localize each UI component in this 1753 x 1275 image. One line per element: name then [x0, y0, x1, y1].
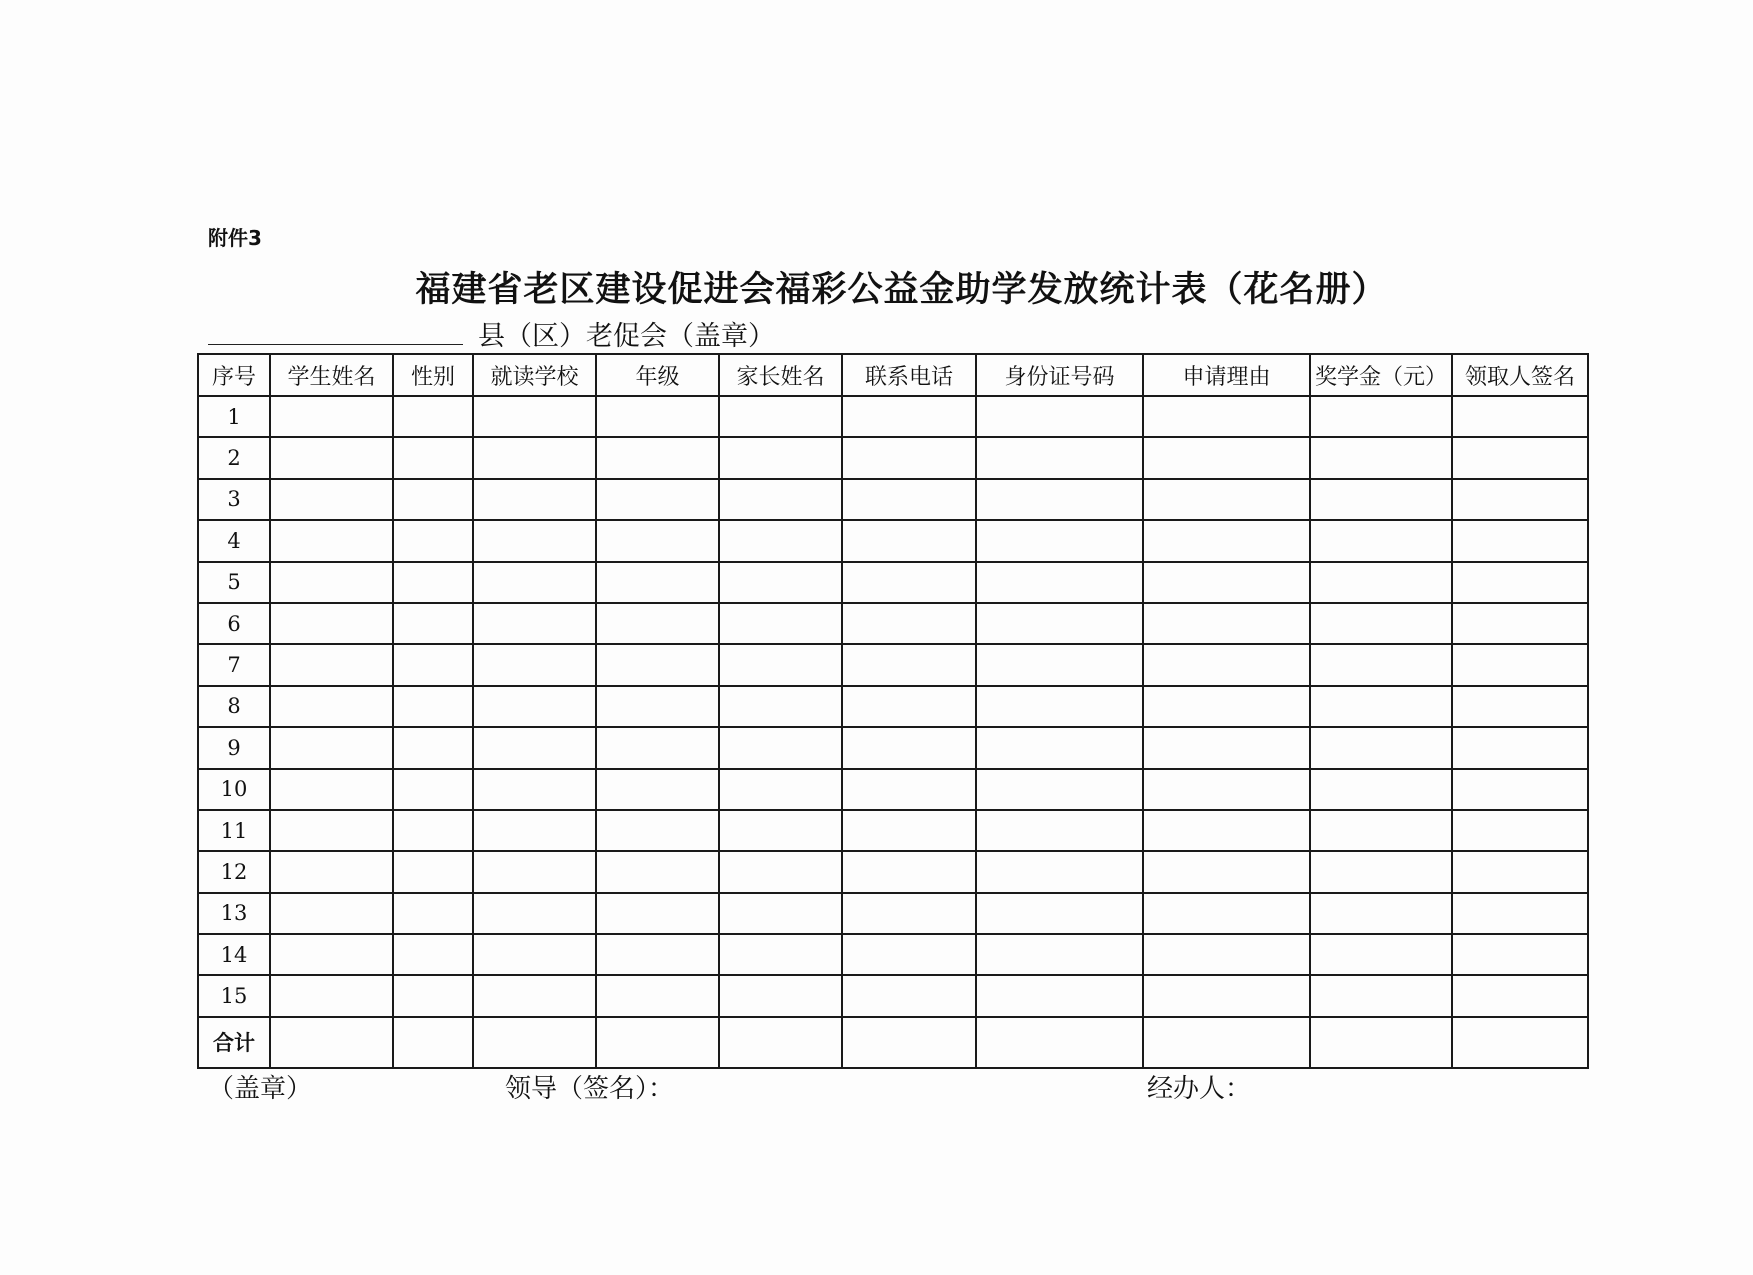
table-cell[interactable] [596, 686, 719, 727]
table-cell[interactable] [842, 1017, 976, 1068]
table-cell[interactable] [976, 934, 1143, 975]
table-cell[interactable] [1310, 562, 1452, 603]
table-row [198, 975, 1588, 1016]
table-cell[interactable] [976, 437, 1143, 478]
row-index: 9 [198, 727, 270, 768]
table-cell[interactable] [1452, 686, 1588, 727]
table-cell[interactable] [719, 686, 842, 727]
table-cell[interactable] [473, 1017, 596, 1068]
table-row [198, 562, 1588, 603]
table-cell[interactable] [842, 893, 976, 934]
row-index: 14 [198, 934, 270, 975]
table-cell[interactable] [473, 810, 596, 851]
table-cell[interactable] [473, 562, 596, 603]
table-cell[interactable] [393, 603, 473, 644]
table-cell[interactable] [473, 437, 596, 478]
table-cell[interactable] [1452, 769, 1588, 810]
table-cell[interactable] [473, 479, 596, 520]
table-cell[interactable] [270, 934, 393, 975]
table-cell[interactable] [1310, 479, 1452, 520]
footer-leader-signature: 领导（签名）： [505, 1074, 675, 1104]
table-row [198, 603, 1588, 644]
table-cell[interactable] [1310, 396, 1452, 437]
table-cell[interactable] [1143, 810, 1310, 851]
table-cell[interactable] [1310, 686, 1452, 727]
table-row [198, 769, 1588, 810]
table-cell[interactable] [976, 520, 1143, 561]
table-cell[interactable] [1143, 975, 1310, 1016]
table-cell[interactable] [719, 520, 842, 561]
table-cell[interactable] [976, 562, 1143, 603]
header-phone: 联系电话 [842, 354, 976, 396]
table-cell[interactable] [596, 562, 719, 603]
header-scholarship: 奖学金（元） [1310, 354, 1452, 396]
table-cell[interactable] [270, 437, 393, 478]
table-cell[interactable] [1310, 1017, 1452, 1068]
table-cell[interactable] [1310, 520, 1452, 561]
total-label: 合计 [198, 1017, 270, 1068]
header-id-number: 身份证号码 [976, 354, 1143, 396]
table-cell[interactable] [842, 934, 976, 975]
table-cell[interactable] [393, 562, 473, 603]
table-cell[interactable] [1452, 851, 1588, 892]
table-cell[interactable] [842, 644, 976, 685]
table-cell[interactable] [1452, 1017, 1588, 1068]
table-cell[interactable] [1310, 437, 1452, 478]
table-cell[interactable] [1143, 437, 1310, 478]
table-cell[interactable] [393, 975, 473, 1016]
table-cell[interactable] [596, 479, 719, 520]
table-row [198, 810, 1588, 851]
table-cell[interactable] [842, 562, 976, 603]
table-cell[interactable] [1143, 851, 1310, 892]
header-reason: 申请理由 [1143, 354, 1310, 396]
table-cell[interactable] [976, 727, 1143, 768]
table-cell[interactable] [842, 520, 976, 561]
attachment-label: 附件3 [208, 226, 262, 250]
table-cell[interactable] [473, 975, 596, 1016]
table-cell[interactable] [1143, 479, 1310, 520]
table-cell[interactable] [976, 396, 1143, 437]
table-cell[interactable] [719, 934, 842, 975]
row-index: 11 [198, 810, 270, 851]
table-total-row [198, 1017, 1588, 1068]
table-cell[interactable] [976, 975, 1143, 1016]
table-cell[interactable] [270, 396, 393, 437]
table-cell[interactable] [1143, 1017, 1310, 1068]
table-cell[interactable] [842, 437, 976, 478]
table-cell[interactable] [270, 769, 393, 810]
table-cell[interactable] [596, 851, 719, 892]
table-cell[interactable] [976, 644, 1143, 685]
table-cell[interactable] [976, 686, 1143, 727]
table-cell[interactable] [1143, 396, 1310, 437]
table-row [198, 686, 1588, 727]
table-cell[interactable] [976, 479, 1143, 520]
table-cell[interactable] [393, 437, 473, 478]
table-header-row [198, 354, 1588, 396]
table-cell[interactable] [1452, 810, 1588, 851]
table-cell[interactable] [270, 893, 393, 934]
table-cell[interactable] [393, 727, 473, 768]
table-cell[interactable] [1452, 603, 1588, 644]
table-cell[interactable] [1143, 603, 1310, 644]
table-row [198, 437, 1588, 478]
row-index: 5 [198, 562, 270, 603]
table-cell[interactable] [473, 769, 596, 810]
table-cell[interactable] [976, 893, 1143, 934]
row-index: 1 [198, 396, 270, 437]
table-cell[interactable] [473, 603, 596, 644]
table-cell[interactable] [842, 396, 976, 437]
table-cell[interactable] [1143, 520, 1310, 561]
header-grade: 年级 [596, 354, 719, 396]
table-cell[interactable] [393, 686, 473, 727]
table-cell[interactable] [842, 479, 976, 520]
table-cell[interactable] [1452, 934, 1588, 975]
header-index: 序号 [198, 354, 270, 396]
table-cell[interactable] [596, 727, 719, 768]
table-cell[interactable] [976, 1017, 1143, 1068]
table-cell[interactable] [976, 769, 1143, 810]
table-cell[interactable] [270, 810, 393, 851]
table-cell[interactable] [1310, 644, 1452, 685]
table-cell[interactable] [1143, 562, 1310, 603]
table-cell[interactable] [1310, 893, 1452, 934]
table-cell[interactable] [270, 644, 393, 685]
table-cell[interactable] [842, 686, 976, 727]
county-name-blank [208, 344, 463, 345]
table-cell[interactable] [719, 893, 842, 934]
table-cell[interactable] [1143, 769, 1310, 810]
table-cell[interactable] [270, 479, 393, 520]
table-cell[interactable] [1143, 644, 1310, 685]
table-cell[interactable] [1310, 603, 1452, 644]
table-cell[interactable] [596, 603, 719, 644]
table-cell[interactable] [842, 975, 976, 1016]
table-row [198, 851, 1588, 892]
table-cell[interactable] [393, 769, 473, 810]
table-row [198, 727, 1588, 768]
table-cell[interactable] [270, 520, 393, 561]
row-index: 7 [198, 644, 270, 685]
table-cell[interactable] [719, 769, 842, 810]
table-cell[interactable] [719, 851, 842, 892]
table-cell[interactable] [393, 851, 473, 892]
table-cell[interactable] [1452, 396, 1588, 437]
table-cell[interactable] [719, 562, 842, 603]
table-cell[interactable] [1452, 727, 1588, 768]
table-cell[interactable] [473, 893, 596, 934]
table-cell[interactable] [393, 934, 473, 975]
table-cell[interactable] [1143, 686, 1310, 727]
table-row [198, 893, 1588, 934]
row-index: 12 [198, 851, 270, 892]
table-cell[interactable] [393, 396, 473, 437]
table-cell[interactable] [1310, 727, 1452, 768]
table-cell[interactable] [473, 396, 596, 437]
table-cell[interactable] [596, 975, 719, 1016]
table-cell[interactable] [1310, 769, 1452, 810]
row-index: 13 [198, 893, 270, 934]
table-cell[interactable] [842, 810, 976, 851]
table-cell[interactable] [473, 727, 596, 768]
county-label: 县（区）老促会（盖章） [478, 321, 775, 352]
table-cell[interactable] [1310, 934, 1452, 975]
table-cell[interactable] [393, 893, 473, 934]
table-cell[interactable] [719, 479, 842, 520]
table-cell[interactable] [1452, 562, 1588, 603]
header-gender: 性别 [393, 354, 473, 396]
row-index: 4 [198, 520, 270, 561]
table-cell[interactable] [270, 727, 393, 768]
table-cell[interactable] [719, 396, 842, 437]
table-cell[interactable] [1143, 893, 1310, 934]
table-row [198, 396, 1588, 437]
table-cell[interactable] [1310, 851, 1452, 892]
table-cell[interactable] [393, 1017, 473, 1068]
table-cell[interactable] [596, 520, 719, 561]
table-cell[interactable] [1452, 479, 1588, 520]
table-cell[interactable] [393, 520, 473, 561]
table-cell[interactable] [596, 396, 719, 437]
row-index: 15 [198, 975, 270, 1016]
table-cell[interactable] [1452, 975, 1588, 1016]
table-cell[interactable] [1310, 975, 1452, 1016]
table-cell[interactable] [270, 686, 393, 727]
table-cell[interactable] [719, 1017, 842, 1068]
row-index: 8 [198, 686, 270, 727]
table-cell[interactable] [270, 975, 393, 1016]
table-cell[interactable] [596, 893, 719, 934]
table-cell[interactable] [976, 810, 1143, 851]
table-cell[interactable] [842, 769, 976, 810]
table-cell[interactable] [1452, 520, 1588, 561]
table-cell[interactable] [719, 810, 842, 851]
table-row [198, 479, 1588, 520]
table-cell[interactable] [270, 603, 393, 644]
table-cell[interactable] [976, 851, 1143, 892]
table-row [198, 520, 1588, 561]
table-cell[interactable] [719, 603, 842, 644]
table-cell[interactable] [719, 975, 842, 1016]
table-cell[interactable] [1452, 644, 1588, 685]
table-cell[interactable] [842, 603, 976, 644]
table-cell[interactable] [596, 810, 719, 851]
table-cell[interactable] [270, 851, 393, 892]
table-cell[interactable] [1143, 934, 1310, 975]
roster-table [197, 353, 1589, 1069]
table-cell[interactable] [1143, 727, 1310, 768]
table-cell[interactable] [1310, 810, 1452, 851]
table-cell[interactable] [473, 851, 596, 892]
table-cell[interactable] [473, 644, 596, 685]
row-index: 3 [198, 479, 270, 520]
table-cell[interactable] [976, 603, 1143, 644]
table-cell[interactable] [596, 769, 719, 810]
table-cell[interactable] [596, 934, 719, 975]
table-cell[interactable] [473, 686, 596, 727]
table-cell[interactable] [473, 934, 596, 975]
table-cell[interactable] [596, 437, 719, 478]
header-student-name: 学生姓名 [270, 354, 393, 396]
footer-seal: （盖章） [208, 1074, 313, 1104]
table-cell[interactable] [719, 727, 842, 768]
table-cell[interactable] [270, 562, 393, 603]
header-parent-name: 家长姓名 [719, 354, 842, 396]
table-cell[interactable] [393, 810, 473, 851]
table-cell[interactable] [393, 479, 473, 520]
table-row [198, 644, 1588, 685]
footer-handler: 经办人： [1147, 1074, 1252, 1104]
page-title: 福建省老区建设促进会福彩公益金助学发放统计表（花名册） [415, 270, 1388, 310]
table-row [198, 934, 1588, 975]
table-cell[interactable] [596, 1017, 719, 1068]
row-index: 6 [198, 603, 270, 644]
row-index: 2 [198, 437, 270, 478]
row-index: 10 [198, 769, 270, 810]
table-cell[interactable] [719, 644, 842, 685]
table-cell[interactable] [473, 520, 596, 561]
header-recipient-signature: 领取人签名 [1452, 354, 1588, 396]
table-cell[interactable] [270, 1017, 393, 1068]
table-cell[interactable] [393, 644, 473, 685]
table-cell[interactable] [842, 727, 976, 768]
table-cell[interactable] [842, 851, 976, 892]
header-school: 就读学校 [473, 354, 596, 396]
table-cell[interactable] [719, 437, 842, 478]
table-cell[interactable] [596, 644, 719, 685]
table-cell[interactable] [1452, 893, 1588, 934]
table-cell[interactable] [1452, 437, 1588, 478]
